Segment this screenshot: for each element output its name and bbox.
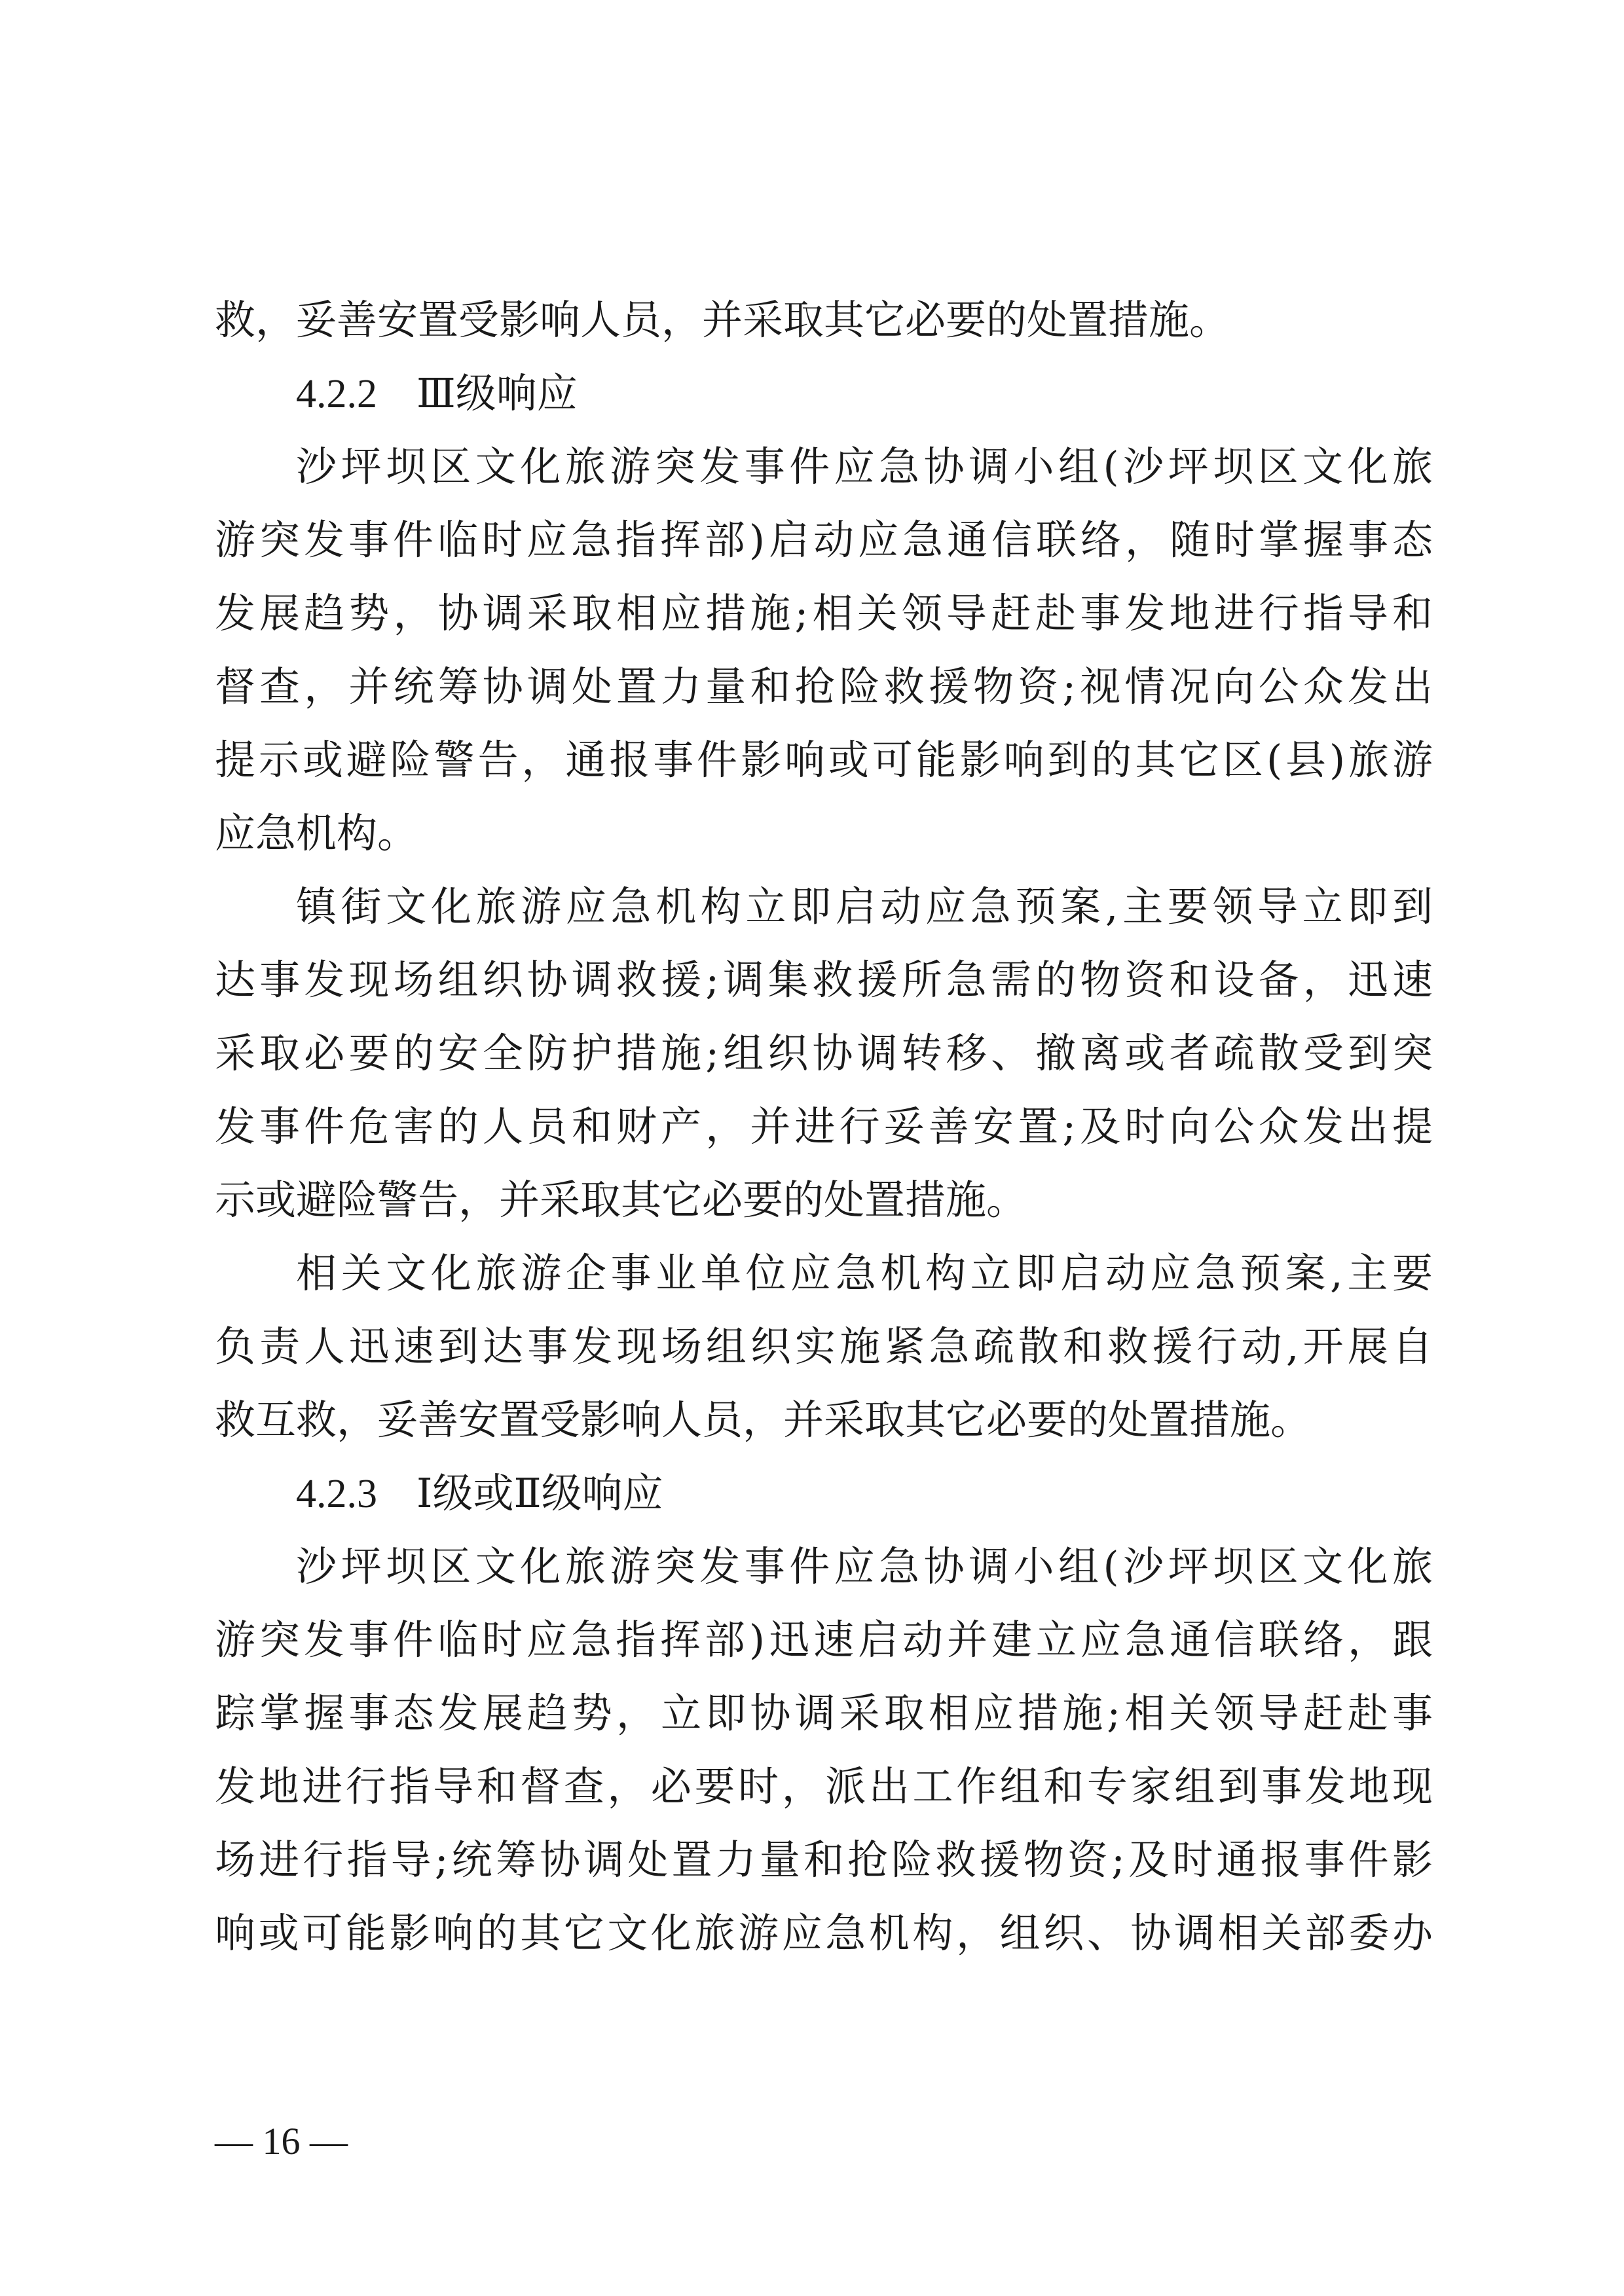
- text-line: 沙坪坝区文化旅游突发事件应急协调小组(沙坪坝区文化旅: [296, 1542, 1433, 1590]
- paragraph: [215, 870, 1433, 1237]
- section-heading-4-2-3: [215, 1457, 1433, 1530]
- body-text: [215, 283, 1433, 1970]
- text-line: 发地进行指导和督查，必要时，派出工作组和专家组到事发地现: [215, 1762, 1433, 1810]
- text-line: 踪掌握事态发展趋势，立即协调采取相应措施;相关领导赶赴事: [215, 1689, 1433, 1737]
- section-number: 4.2.2: [296, 372, 377, 416]
- text-line: 达事发现场组织协调救援;调集救援所急需的物资和设备，迅速: [215, 956, 1433, 1004]
- text-line: 响或可能影响的其它文化旅游应急机构，组织、协调相关部委办: [215, 1909, 1433, 1957]
- section-heading-4-2-2: [215, 357, 1433, 430]
- paragraph: [215, 1237, 1433, 1457]
- page-number: — 16 —: [215, 2120, 348, 2162]
- text-line: 救，妥善安置受影响人员，并采取其它必要的处置措施。: [215, 296, 1230, 344]
- text-line: 示或避险警告，并采取其它必要的处置措施。: [215, 1176, 1027, 1224]
- paragraph: [215, 430, 1433, 870]
- text-line: 应急机构。: [215, 809, 418, 857]
- text-line: 发展趋势，协调采取相应措施;相关领导赶赴事发地进行指导和: [215, 589, 1433, 637]
- section-title: Ⅲ级响应: [416, 369, 578, 417]
- text-line: 发事件危害的人员和财产，并进行妥善安置;及时向公众发出提: [215, 1102, 1433, 1150]
- paragraph-continuation: [215, 283, 1433, 357]
- text-line: 场进行指导;统筹协调处置力量和抢险救援物资;及时通报事件影: [215, 1836, 1433, 1884]
- text-line: 沙坪坝区文化旅游突发事件应急协调小组(沙坪坝区文化旅: [296, 443, 1433, 490]
- section-title: Ⅰ级或Ⅱ级响应: [416, 1469, 663, 1517]
- text-line: 提示或避险警告，通报事件影响或可能影响到的其它区(县)旅游: [215, 736, 1433, 784]
- text-line: 督查，并统筹协调处置力量和抢险救援物资;视情况向公众发出: [215, 663, 1433, 710]
- section-number: 4.2.3: [296, 1472, 377, 1516]
- text-line: 游突发事件临时应急指挥部)迅速启动并建立应急通信联络，跟: [215, 1616, 1433, 1664]
- text-line: 救互救，妥善安置受影响人员，并采取其它必要的处置措施。: [215, 1396, 1312, 1444]
- text-line: 负责人迅速到达事发现场组织实施紧急疏散和救援行动,开展自: [215, 1322, 1433, 1370]
- text-line: 游突发事件临时应急指挥部)启动应急通信联络，随时掌握事态: [215, 516, 1433, 564]
- text-line: 相关文化旅游企事业单位应急机构立即启动应急预案,主要: [296, 1249, 1433, 1297]
- paragraph: [215, 1530, 1433, 1970]
- text-line: 采取必要的安全防护措施;组织协调转移、撤离或者疏散受到突: [215, 1029, 1433, 1077]
- text-line: 镇街文化旅游应急机构立即启动应急预案,主要领导立即到: [296, 883, 1433, 930]
